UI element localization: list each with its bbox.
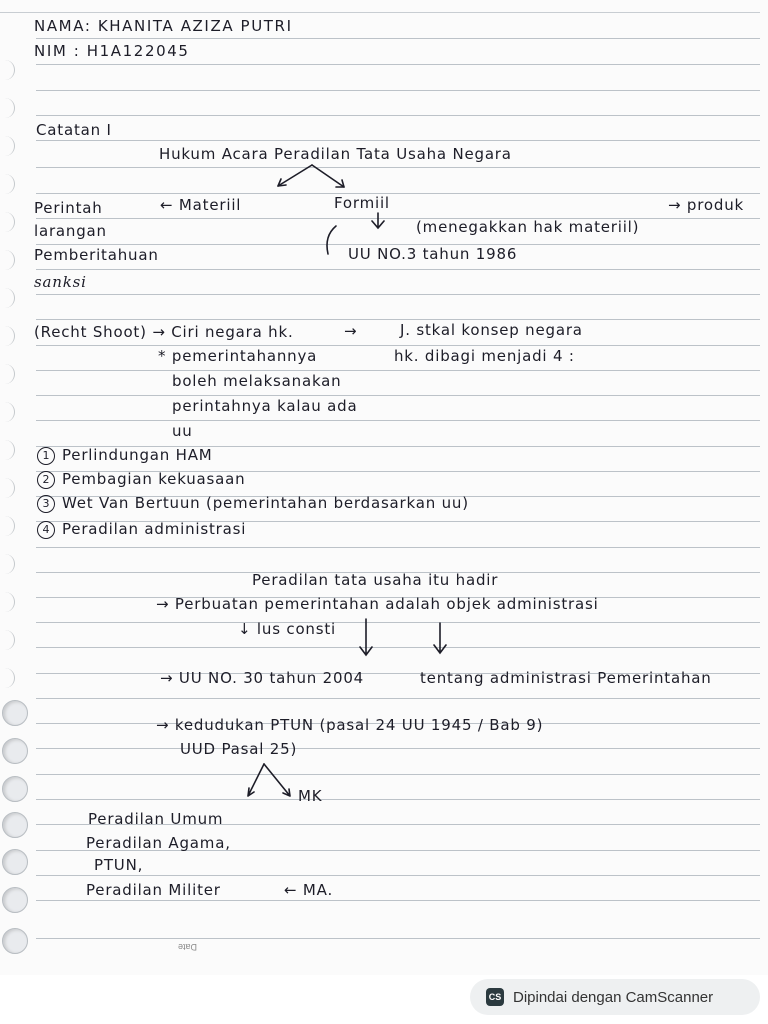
recht-label: (Recht Shoot) → Ciri negara hk.	[34, 323, 294, 341]
perbuatan-line: → Perbuatan pemerintahan adalah objek administrasi	[156, 595, 599, 613]
note-heading: Catatan I	[36, 121, 112, 139]
list-item: Perlindungan HAM	[62, 446, 213, 464]
formil-bracket	[327, 226, 336, 254]
formil-label: Formiil	[334, 194, 390, 212]
down-arrow-1	[360, 619, 372, 655]
note-title: Hukum Acara Peradilan Tata Usaha Negara	[159, 145, 512, 163]
materiil-item: sanksi	[34, 273, 87, 291]
uu30-line: → UU NO. 30 tahun 2004	[160, 669, 365, 687]
list-item: Pembagian kekuasaan	[62, 470, 246, 488]
produk-label: → produk	[668, 196, 744, 214]
mk-right-arrow	[264, 764, 290, 796]
court-item: PTUN,	[94, 856, 144, 874]
court-item: Peradilan Umum	[88, 810, 224, 828]
list-number: 4	[37, 521, 55, 539]
list-item: Wet Van Bertuun (pemerintahan berdasarkan uu)	[62, 494, 469, 512]
list-item: Peradilan administrasi	[62, 520, 247, 538]
uud-line: UUD Pasal 25)	[180, 740, 298, 758]
formil-uu: UU NO.3 tahun 1986	[348, 245, 518, 263]
materiil-item: Perintah	[34, 199, 103, 217]
camscanner-text: Dipindai dengan CamScanner	[513, 988, 714, 1006]
mk-left-arrow	[248, 764, 264, 796]
recht-desc: uu	[172, 422, 193, 440]
mk-label: MK	[298, 787, 323, 805]
list-number: 1	[37, 447, 55, 465]
student-name: NAMA: KHANITA AZIZA PUTRI	[34, 17, 293, 35]
recht-arrow: →	[344, 322, 358, 340]
court-item: Peradilan Militer	[86, 881, 221, 899]
student-nim: NIM : H1A122045	[34, 42, 190, 60]
materiil-item: Pemberitahuan	[34, 246, 159, 264]
kedudukan-line: → kedudukan PTUN (pasal 24 UU 1945 / Bab 9)	[156, 716, 544, 734]
materiil-item: larangan	[34, 222, 107, 240]
recht-desc: * pemerintahannya	[158, 347, 318, 365]
camscanner-icon: CS	[486, 988, 504, 1006]
court-item: Peradilan Agama,	[86, 834, 231, 852]
date-label: Date	[178, 942, 198, 952]
formil-down-arrow	[372, 213, 384, 228]
materiil-label: ← Materiil	[160, 196, 242, 214]
recht-desc: perintahnya kalau ada	[172, 397, 358, 415]
title-left-arrow	[278, 165, 312, 186]
down-arrow-2	[434, 623, 446, 653]
ma-label: ← MA.	[284, 881, 334, 899]
recht-right: J. stkal konsep negara	[400, 321, 583, 339]
recht-desc: boleh melaksanakan	[172, 372, 342, 390]
ius-consti: ↓ lus consti	[238, 620, 336, 638]
peradilan-hadir: Peradilan tata usaha itu hadir	[252, 571, 499, 589]
tentang-line: tentang administrasi Pemerintahan	[420, 669, 712, 687]
list-number: 3	[37, 495, 55, 513]
recht-right: hk. dibagi menjadi 4 :	[394, 347, 575, 365]
camscanner-badge	[470, 979, 760, 1015]
list-number: 2	[37, 471, 55, 489]
title-right-arrow	[312, 165, 344, 187]
formil-note: (menegakkan hak materiil)	[416, 218, 640, 236]
